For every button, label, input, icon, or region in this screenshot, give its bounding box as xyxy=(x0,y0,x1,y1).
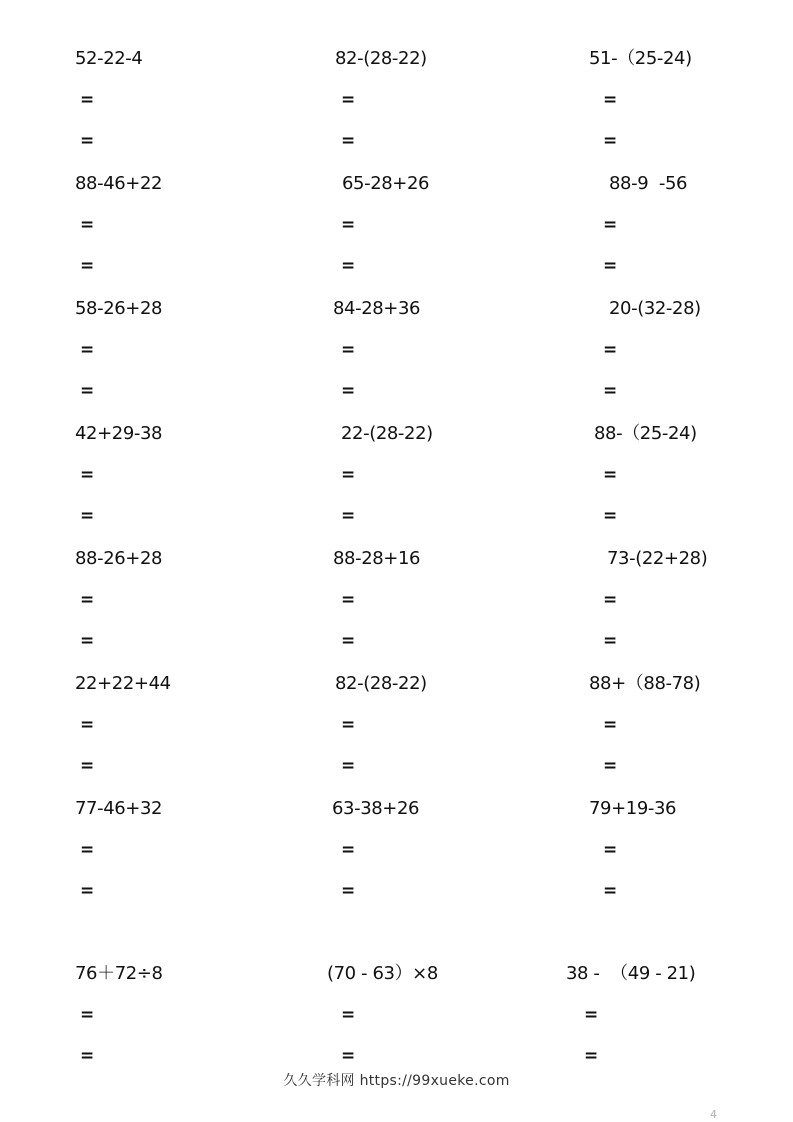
math-problem: 42+29-38 xyxy=(75,423,163,444)
answer-equals-line: = xyxy=(603,381,618,401)
page-number: 4 xyxy=(710,1108,717,1121)
math-problem: 38 - （49 - 21) xyxy=(566,963,696,984)
answer-equals-line: = xyxy=(80,506,95,526)
math-problem: 88+（88-78) xyxy=(589,673,701,694)
answer-equals-line: = xyxy=(80,840,95,860)
answer-equals-line: = xyxy=(80,381,95,401)
answer-equals-line: = xyxy=(603,631,618,651)
math-problem: (70 - 63）×8 xyxy=(327,963,438,984)
answer-equals-line: = xyxy=(603,90,618,110)
answer-equals-line: = xyxy=(341,506,356,526)
answer-equals-line: = xyxy=(341,840,356,860)
math-problem: 88-46+22 xyxy=(75,173,163,194)
math-problem: 73-(22+28) xyxy=(607,548,708,569)
answer-equals-line: = xyxy=(341,131,356,151)
answer-equals-line: = xyxy=(603,506,618,526)
answer-equals-line: = xyxy=(341,1005,356,1025)
answer-equals-line: = xyxy=(603,590,618,610)
math-problem: 22-(28-22) xyxy=(341,423,433,444)
answer-equals-line: = xyxy=(341,256,356,276)
answer-equals-line: = xyxy=(80,715,95,735)
answer-equals-line: = xyxy=(80,215,95,235)
answer-equals-line: = xyxy=(603,465,618,485)
answer-equals-line: = xyxy=(341,381,356,401)
math-problem: 82-(28-22) xyxy=(335,48,427,69)
answer-equals-line: = xyxy=(341,340,356,360)
math-problem: 88-28+16 xyxy=(333,548,421,569)
answer-equals-line: = xyxy=(80,131,95,151)
answer-equals-line: = xyxy=(80,465,95,485)
math-problem: 77-46+32 xyxy=(75,798,163,819)
answer-equals-line: = xyxy=(80,881,95,901)
answer-equals-line: = xyxy=(341,881,356,901)
answer-equals-line: = xyxy=(584,1046,599,1066)
math-problem: 22+22+44 xyxy=(75,673,171,694)
answer-equals-line: = xyxy=(80,90,95,110)
answer-equals-line: = xyxy=(341,631,356,651)
footer-watermark: 久久学科网 https://99xueke.com xyxy=(283,1073,510,1089)
answer-equals-line: = xyxy=(80,1005,95,1025)
answer-equals-line: = xyxy=(603,215,618,235)
answer-equals-line: = xyxy=(80,590,95,610)
math-problem: 58-26+28 xyxy=(75,298,163,319)
answer-equals-line: = xyxy=(80,340,95,360)
math-problem: 79+19-36 xyxy=(589,798,677,819)
answer-equals-line: = xyxy=(80,631,95,651)
answer-equals-line: = xyxy=(603,131,618,151)
answer-equals-line: = xyxy=(80,756,95,776)
answer-equals-line: = xyxy=(603,881,618,901)
answer-equals-line: = xyxy=(584,1005,599,1025)
math-problem: 20-(32-28) xyxy=(609,298,701,319)
answer-equals-line: = xyxy=(80,1046,95,1066)
math-problem: 63-38+26 xyxy=(332,798,420,819)
math-problem: 82-(28-22) xyxy=(335,673,427,694)
answer-equals-line: = xyxy=(603,340,618,360)
answer-equals-line: = xyxy=(80,256,95,276)
math-problem: 88-（25-24) xyxy=(594,423,697,444)
answer-equals-line: = xyxy=(341,715,356,735)
answer-equals-line: = xyxy=(341,590,356,610)
answer-equals-line: = xyxy=(603,256,618,276)
math-problem: 84-28+36 xyxy=(333,298,421,319)
math-problem: 52-22-4 xyxy=(75,48,143,69)
answer-equals-line: = xyxy=(341,1046,356,1066)
answer-equals-line: = xyxy=(603,840,618,860)
answer-equals-line: = xyxy=(603,715,618,735)
answer-equals-line: = xyxy=(603,756,618,776)
math-problem: 88-26+28 xyxy=(75,548,163,569)
math-problem: 51-（25-24) xyxy=(589,48,692,69)
math-problem: 76＋72÷8 xyxy=(75,963,163,984)
answer-equals-line: = xyxy=(341,756,356,776)
answer-equals-line: = xyxy=(341,215,356,235)
math-problem: 65-28+26 xyxy=(342,173,430,194)
math-problem: 88-9 -56 xyxy=(609,173,688,194)
answer-equals-line: = xyxy=(341,90,356,110)
answer-equals-line: = xyxy=(341,465,356,485)
